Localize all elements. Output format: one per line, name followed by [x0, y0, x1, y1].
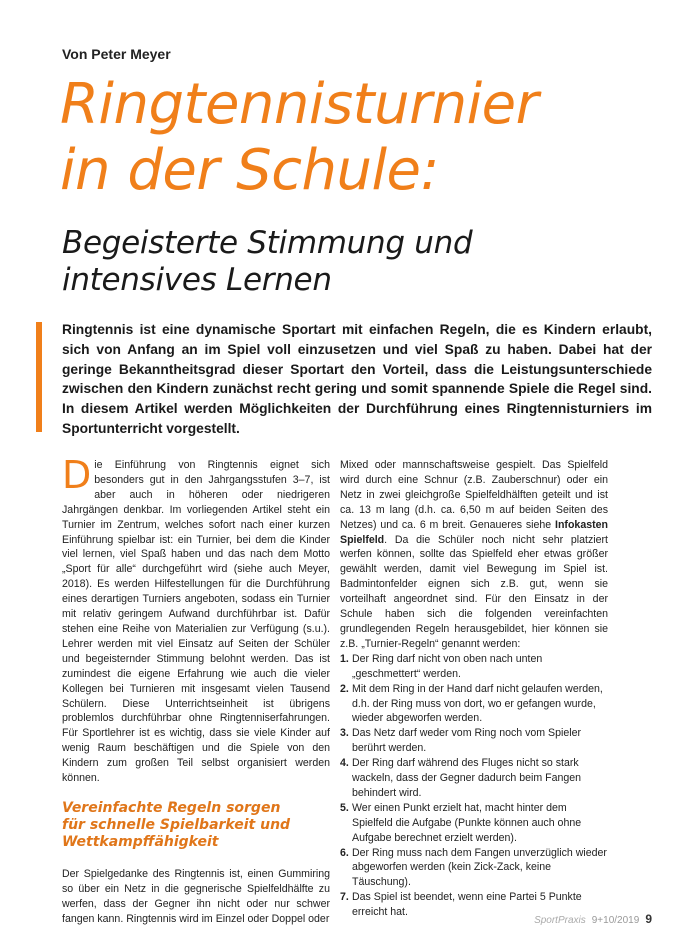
body-paragraph: Der Spielgedanke des Ringtennis ist, einen Gummiring so über ein Netz in die gegnerische Spielfeldhälfte zu werfen, dass der Gegner ihn nicht oder nur schwer fangen kann. Ringtennis wird im Einzel oder Doppel oder: [62, 867, 330, 925]
list-text: Das Netz darf weder vom Ring noch vom Spieler berührt werden.: [352, 727, 582, 755]
list-text: Wer einen Punkt erzielt hat, macht hinter dem Spielfeld die Aufgabe (Punkte können auch ohne Aufgabe berechnet erzielt werden).: [352, 801, 582, 844]
infokasten-reference: Infokasten Spielfeld: [340, 518, 608, 546]
list-number: 1.: [340, 652, 349, 665]
rules-list: [340, 652, 608, 920]
page-footer: [534, 912, 652, 926]
list-item: [340, 846, 608, 891]
subheading-line: für schnelle Spielbarkeit und: [62, 816, 291, 833]
list-text: Der Ring muss nach dem Fangen unverzüglich wieder abgeworfen werden (kein Zick-Zack, keine Täuschung).: [352, 846, 607, 889]
body-column-left: [62, 453, 330, 927]
subtitle-line: Begeisterte Stimmung und: [62, 225, 473, 261]
title-line: Ringtennisturnier: [60, 72, 539, 137]
list-number: 4.: [340, 757, 349, 770]
list-text: Das Spiel ist beendet, wenn eine Partei 5 Punkte erreicht hat.: [352, 891, 582, 919]
body-paragraph: [340, 458, 608, 652]
author: Von Peter Meyer: [62, 46, 171, 62]
subtitle-line: intensives Lernen: [62, 262, 332, 298]
issue-number: 9+10/2019: [591, 915, 640, 926]
article-title: [60, 72, 538, 204]
list-number: 3.: [340, 727, 349, 740]
list-item: [340, 756, 608, 801]
list-item: [340, 726, 608, 756]
list-number: 6.: [340, 846, 349, 859]
dropcap: D: [62, 453, 92, 497]
list-text: Der Ring darf nicht von oben nach unten „geschmettert“ werden.: [352, 652, 543, 680]
list-number: 7.: [340, 891, 349, 904]
list-item: [340, 801, 608, 846]
right-text: . Da die Schüler noch nicht sehr platziert werfen können, sollte das Spielfeld eher etwas größer gewählt werden, damit viel Bewegung im Spiel ist. Badmintonfelder eignen sich z.B. gut, wenn sie vorteilhaft angeordnet sind. Für den Einsatz in der Schule haben sich die folgenden vereinfachten grundlegenden Regeln herausgebildet, hier können sie z.B. „Turnier-Regeln“ genannt werden:: [340, 533, 608, 650]
section-subheading: [62, 800, 330, 851]
list-item: [340, 682, 608, 727]
list-text: Der Ring darf während des Fluges nicht so stark wackeln, dass der Gegner dadurch beim Fangen behindert wird.: [352, 757, 582, 799]
intro-paragraph: [62, 453, 330, 786]
page-number: 9: [645, 912, 652, 926]
subheading-line: Wettkampffähigkeit: [62, 833, 219, 850]
article-subtitle: [62, 225, 472, 299]
title-line: in der Schule:: [60, 138, 439, 203]
list-item: [340, 652, 608, 682]
intro-text: ie Einführung von Ringtennis eignet sich besonders gut in den Jahrgangsstufen 3–7, ist aber auch in höheren oder niedrigeren Jahrgängen denkbar. Im vorliegenden Artikel steht ein Turnier im Zentrum, welches sofort nach einer kurzen Einführung spielbar ist: ein Turnier, bei dem die Kinder viel lernen, viel Spaß haben und das nach dem Motto „Sport für alle“ durchgeführt wird (siehe auch Meyer, 2018). Es werden Hilfestellungen für die Durchführung eines derartigen Turniers angeboten, sodass ein Turnier mit relativ geringem Aufwand durchführbar ist. Dafür stehen eine Reihe von Materialien zur Verfügung (s.u.). Lehrer werden mit viel Einsatz auf Seiten der Schüler und begeisternder Stimmung belohnt werden. Das ist zumindest die eigene Erfahrung wie auch die vieler Kollegen bei Turnieren mit insgesamt vielen Tausend Schülern. Diese Unterrichtseinheit ist übrigens problemlos durchführbar ohne Ringtenniserfahrungen. Für Sportlehrer ist es wichtig, dass sie viele Kinder auf wenig Raum beschäftigen und die Spiele von den Kindern zum großen Teil selbst organisiert werden können.: [62, 459, 330, 785]
body-column-right: [340, 458, 608, 920]
list-text: Mit dem Ring in der Hand darf nicht gelaufen werden, d.h. der Ring muss von dort, wo er gefangen wurde, wieder abgeworfen werden.: [352, 682, 603, 725]
magazine-name: SportPraxis: [534, 915, 586, 926]
right-text: Mixed oder mannschaftsweise gespielt. Das Spielfeld wird durch eine Schnur (z.B. Zauberschnur) oder ein Netz in zwei gleichgroße Spielfeldhälften geteilt und ist ca. 13 m lang (d.h. ca. 6,50 m auf beiden Seiten des Netzes) und ca. 6 m breit. Genaueres siehe: [340, 459, 608, 531]
lead-accent-bar: [36, 322, 42, 432]
list-number: 5.: [340, 801, 349, 814]
list-number: 2.: [340, 682, 349, 695]
lead-paragraph: Ringtennis ist eine dynamische Sportart mit einfachen Regeln, die es Kindern erlaubt, sich von Anfang an im Spiel voll einzusetzen und viel Spaß zu haben. Dabei hat der geringe Bekanntheitsgrad dieser Sportart den Vorteil, dass die Leistungsunterschiede zwischen den Kindern zunächst recht gering und somit spannende Spiele die Regel sind. In diesem Artikel werden Möglichkeiten der Durchführung eines Ringtennisturniers im Sportunterricht vorgestellt.: [62, 322, 652, 436]
subheading-line: Vereinfachte Regeln sorgen: [62, 799, 281, 816]
